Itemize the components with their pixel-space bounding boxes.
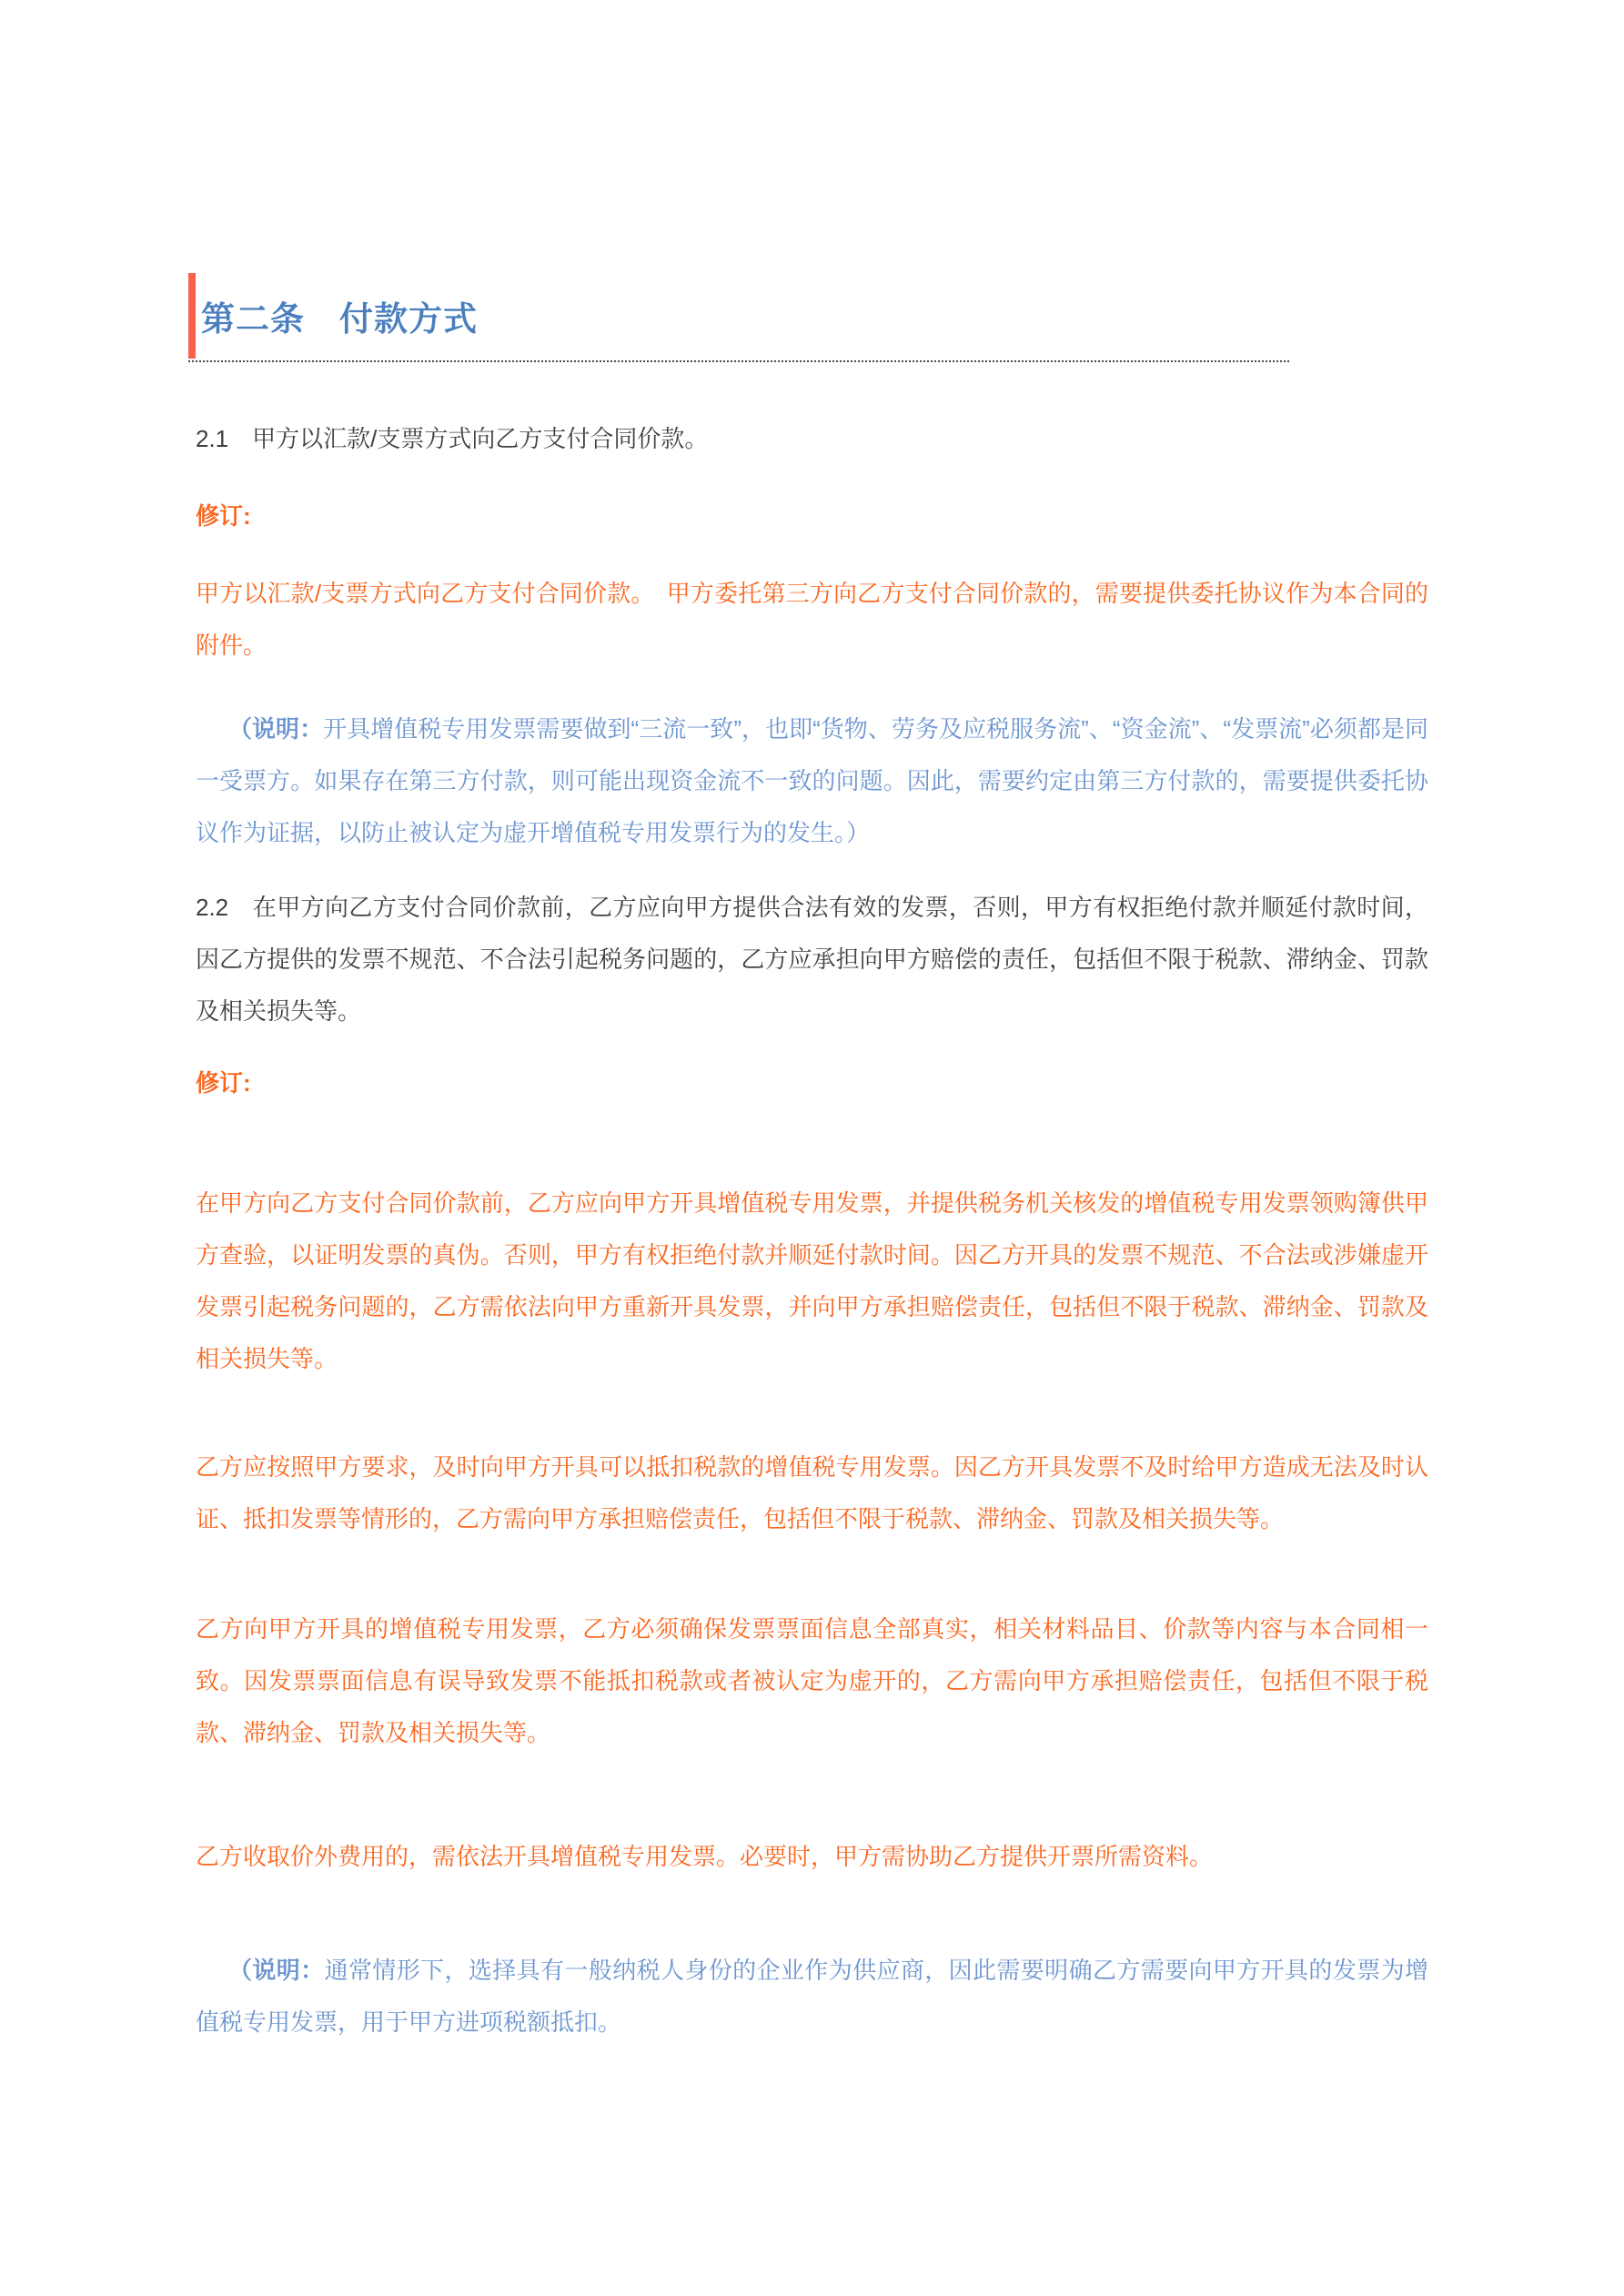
note-2 xyxy=(196,1945,1428,2048)
note-1-text: 开具增值税专用发票需要做到“三流一致”，也即“货物、劳务及应税服务流”、“资金流”、“发票流”必须都是同一受票方。如果存在第三方付款，则可能出现资金流不一致的问题。因此，需要约定由第三方付款的，需要提供委托协议作为证据，以防止被认定为虚开增值税专用发票行为的发生。） xyxy=(196,715,1428,846)
note-2-text: 通常情形下，选择具有一般纳税人身份的企业作为供应商，因此需要明确乙方需要向甲方开具的发票为增值税专用发票，用于甲方进项税额抵扣。 xyxy=(196,1957,1428,2036)
heading-accent-bar xyxy=(188,273,1289,359)
revision-1-paragraph: 甲方以汇款/支票方式向乙方支付合同价款。 甲方委托第三方向乙方支付合同价款的，需要提供委托协议作为本合同的附件。 xyxy=(196,580,1428,659)
note-1 xyxy=(196,703,1428,859)
revision-label-1: 修订: xyxy=(196,502,251,530)
clause-2-2: 2.2 在甲方向乙方支付合同价款前，乙方应向甲方提供合法有效的发票，否则，甲方有权拒绝付款并顺延付款时间，因乙方提供的发票不规范、不合法引起税务问题的，乙方应承担向甲方赔偿的责任，包括但不限于税款、滞纳金、罚款及相关损失等。 xyxy=(196,894,1428,1025)
section-heading-title: 第二条 付款方式 xyxy=(201,300,478,338)
section-heading xyxy=(188,273,1289,362)
revision-2-paragraph-1: 在甲方向乙方支付合同价款前，乙方应向甲方开具增值税专用发票，并提供税务机关核发的增值税专用发票领购簿供甲方查验，以证明发票的真伪。否则，甲方有权拒绝付款并顺延付款时间。因乙方开具的发票不规范、不合法或涉嫌虚开发票引起税务问题的，乙方需依法向甲方重新开具发票，并向甲方承担赔偿责任，包括但不限于税款、滞纳金、罚款及相关损失等。 xyxy=(196,1189,1428,1372)
clause-2-1: 2.1 甲方以汇款/支票方式向乙方支付合同价款。 xyxy=(196,425,709,452)
note-1-label: （说明： xyxy=(228,715,324,743)
revision-label-2: 修订: xyxy=(196,1069,251,1097)
revision-2-paragraph-3: 乙方向甲方开具的增值税专用发票，乙方必须确保发票票面信息全部真实，相关材料品目、价款等内容与本合同相一致。因发票票面信息有误导致发票不能抵扣税款或者被认定为虚开的，乙方需向甲方承担赔偿责任，包括但不限于税款、滞纳金、罚款及相关损失等。 xyxy=(196,1615,1428,1746)
revision-2-paragraph-2: 乙方应按照甲方要求，及时向甲方开具可以抵扣税款的增值税专用发票。因乙方开具发票不及时给甲方造成无法及时认证、抵扣发票等情形的，乙方需向甲方承担赔偿责任，包括但不限于税款、滞纳金、罚款及相关损失等。 xyxy=(196,1453,1428,1532)
note-2-label: （说明： xyxy=(228,1957,325,1984)
revision-2-paragraph-4: 乙方收取价外费用的，需依法开具增值税专用发票。必要时，甲方需协助乙方提供开票所需资料。 xyxy=(196,1843,1214,1870)
